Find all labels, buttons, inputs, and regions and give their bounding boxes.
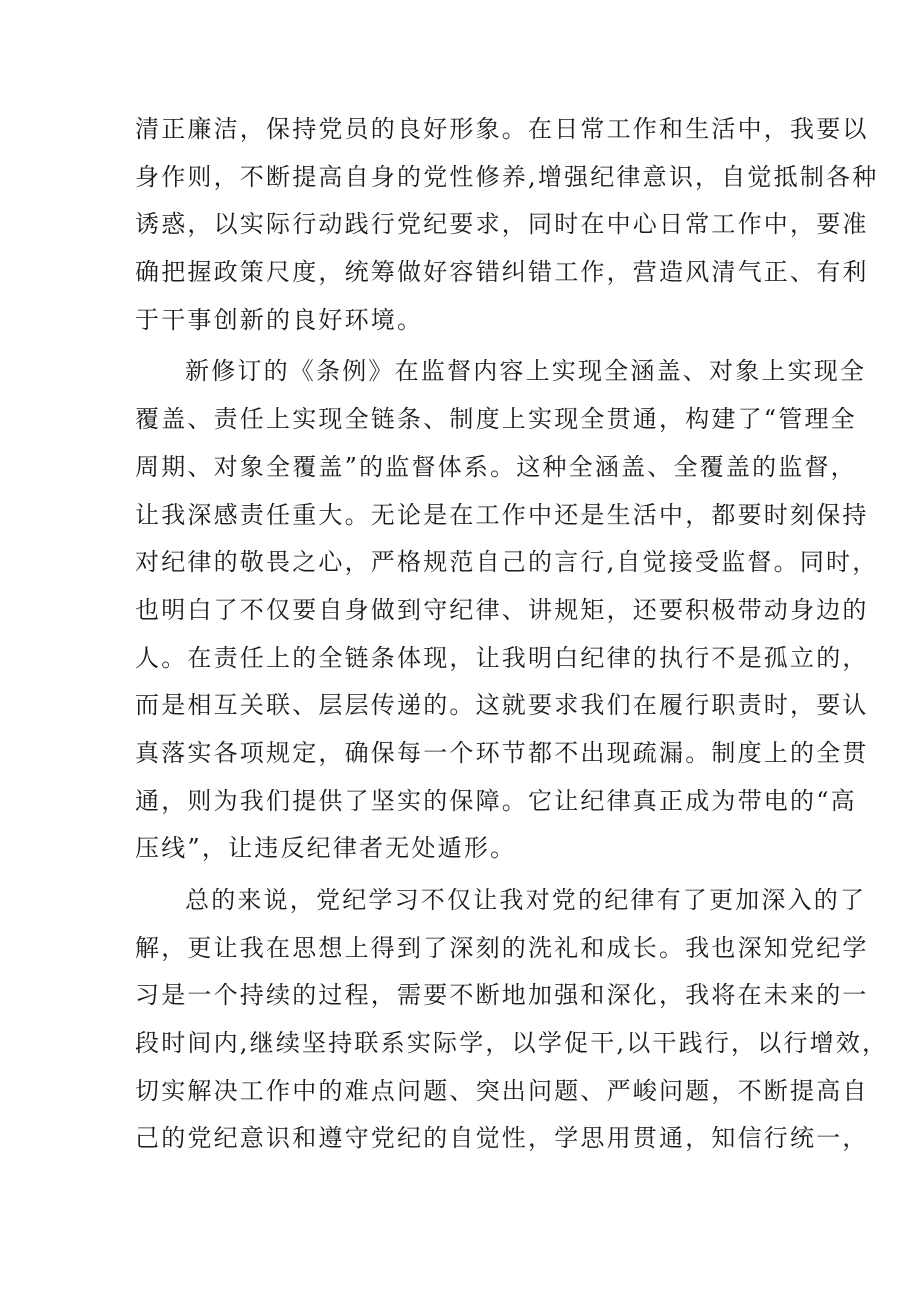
- paragraph-1-line-2: 身作则，不断提高自身的党性修养,增强纪律意识，自觉抵制各种: [135, 162, 879, 191]
- paragraph-2-line-3: 周期、对象全覆盖”的监督体系。这种全涵盖、全覆盖的监督，: [135, 452, 857, 481]
- paragraph-3-line-4: 段时间内,继续坚持联系实际学，以学促干,以干践行，以行增效，: [135, 1029, 889, 1058]
- paragraph-2-line-11: 压线”，让违反纪律者无处遁形。: [135, 834, 517, 863]
- paragraph-1-line-1: 清正廉洁，保持党员的良好形象。在日常工作和生活中，我要以: [135, 115, 869, 143]
- paragraph-1-line-3: 诱惑，以实际行动践行党纪要求，同时在中心日常工作中，要准: [135, 210, 869, 239]
- paragraph-2-line-4: 让我深感责任重大。无论是在工作中还是生活中，都要时刻保持: [135, 500, 869, 529]
- paragraph-3-line-5: 切实解决工作中的难点问题、突出问题、严峻问题，不断提高自: [135, 1076, 869, 1105]
- paragraph-3-line-6: 己的党纪意识和遵守党纪的自觉性，学思用贯通，知信行统一，: [135, 1124, 869, 1153]
- paragraph-2-line-8: 而是相互关联、层层传递的。这就要求我们在履行职责时，要认: [135, 691, 869, 720]
- paragraph-3-line-2: 解，更让我在思想上得到了深刻的洗礼和成长。我也深知党纪学: [135, 933, 869, 962]
- paragraph-2-line-5: 对纪律的敬畏之心，严格规范自己的言行,自觉接受监督。同时，: [135, 548, 879, 577]
- paragraph-2-line-7: 人。在责任上的全链条体现，让我明白纪律的执行不是孤立的，: [135, 643, 869, 672]
- paragraph-2-line-6: 也明白了不仅要自身做到守纪律、讲规矩，还要积极带动身边的: [135, 595, 869, 624]
- paragraph-2-line-10: 通，则为我们提供了坚实的保障。它让纪律真正成为带电的“高: [135, 786, 857, 815]
- paragraph-2-line-1: 新修订的《条例》在监督内容上实现全涵盖、对象上实现全: [185, 357, 867, 386]
- paragraph-1-line-4: 确把握政策尺度，统筹做好容错纠错工作，营造风清气正、有利: [135, 258, 869, 287]
- paragraph-2-line-9: 真落实各项规定，确保每一个环节都不出现疏漏。制度上的全贯: [135, 738, 869, 767]
- paragraph-2-line-2: 覆盖、责任上实现全链条、制度上实现全贯通，构建了“管理全: [135, 405, 857, 434]
- paragraph-3-line-3: 习是一个持续的过程，需要不断地加强和深化，我将在未来的一: [135, 981, 869, 1010]
- paragraph-3-line-1: 总的来说，党纪学习不仅让我对党的纪律有了更加深入的了: [185, 886, 867, 914]
- paragraph-1-line-5: 于干事创新的良好环境。: [135, 305, 424, 334]
- document-body: [135, 106, 889, 1163]
